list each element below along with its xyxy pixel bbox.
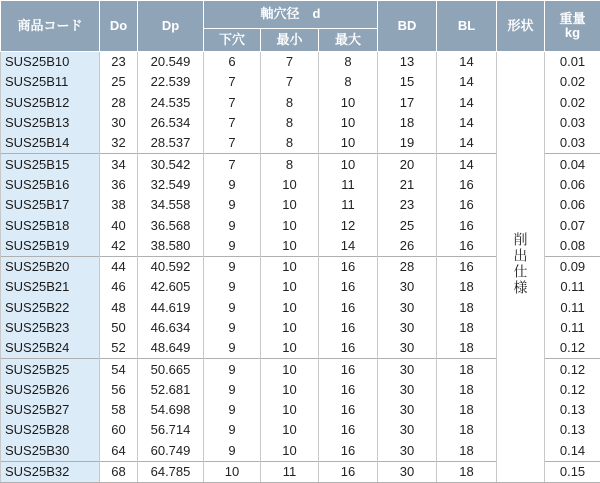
do-cell: 34 xyxy=(100,154,138,175)
bore-min-cell: 8 xyxy=(261,93,319,113)
bl-cell: 18 xyxy=(437,318,497,338)
product-code-cell: SUS25B18 xyxy=(1,215,100,235)
header-shape: 形状 xyxy=(497,1,545,52)
bd-cell: 21 xyxy=(378,175,437,195)
weight-cell: 0.03 xyxy=(545,113,600,133)
bore-lower-cell: 6 xyxy=(204,52,261,73)
header-bd: BD xyxy=(378,1,437,52)
bore-min-cell: 8 xyxy=(261,113,319,133)
dp-cell: 32.549 xyxy=(138,175,204,195)
table-row xyxy=(1,52,600,73)
dp-cell: 26.534 xyxy=(138,113,204,133)
bore-lower-cell: 9 xyxy=(204,318,261,338)
bl-cell: 18 xyxy=(437,441,497,462)
bl-cell: 18 xyxy=(437,461,497,482)
weight-cell: 0.06 xyxy=(545,175,600,195)
weight-cell: 0.14 xyxy=(545,441,600,462)
do-cell: 40 xyxy=(100,215,138,235)
product-code-cell: SUS25B32 xyxy=(1,461,100,482)
product-code-cell: SUS25B23 xyxy=(1,318,100,338)
do-cell: 58 xyxy=(100,400,138,420)
header-bore-lower: 下穴 xyxy=(204,29,261,52)
dp-cell: 48.649 xyxy=(138,338,204,359)
bd-cell: 17 xyxy=(378,93,437,113)
bore-max-cell: 16 xyxy=(319,298,378,318)
shape-value: 削出仕様 xyxy=(511,232,531,296)
header-do: Do xyxy=(100,1,138,52)
bore-min-cell: 10 xyxy=(261,420,319,440)
product-code-cell: SUS25B16 xyxy=(1,175,100,195)
do-cell: 30 xyxy=(100,113,138,133)
bore-min-cell: 10 xyxy=(261,380,319,400)
do-cell: 28 xyxy=(100,93,138,113)
weight-cell: 0.11 xyxy=(545,318,600,338)
bore-max-cell: 12 xyxy=(319,215,378,235)
bd-cell: 13 xyxy=(378,52,437,73)
bd-cell: 23 xyxy=(378,195,437,215)
bd-cell: 30 xyxy=(378,461,437,482)
bore-max-cell: 8 xyxy=(319,52,378,73)
bd-cell: 30 xyxy=(378,441,437,462)
dp-cell: 40.592 xyxy=(138,256,204,277)
product-code-cell: SUS25B19 xyxy=(1,236,100,257)
bore-min-cell: 10 xyxy=(261,359,319,380)
weight-cell: 0.02 xyxy=(545,93,600,113)
bore-lower-cell: 9 xyxy=(204,441,261,462)
dp-cell: 50.665 xyxy=(138,359,204,380)
header-bore-min: 最小 xyxy=(261,29,319,52)
bore-min-cell: 10 xyxy=(261,400,319,420)
header-weight-label: 重量 xyxy=(560,11,586,26)
bd-cell: 25 xyxy=(378,215,437,235)
bl-cell: 14 xyxy=(437,93,497,113)
product-code-cell: SUS25B14 xyxy=(1,133,100,154)
bore-min-cell: 10 xyxy=(261,318,319,338)
weight-cell: 0.02 xyxy=(545,72,600,92)
weight-cell: 0.06 xyxy=(545,195,600,215)
dp-cell: 30.542 xyxy=(138,154,204,175)
bd-cell: 19 xyxy=(378,133,437,154)
bore-lower-cell: 9 xyxy=(204,277,261,297)
dp-cell: 22.539 xyxy=(138,72,204,92)
bore-min-cell: 8 xyxy=(261,154,319,175)
bd-cell: 30 xyxy=(378,277,437,297)
bl-cell: 16 xyxy=(437,175,497,195)
bl-cell: 18 xyxy=(437,298,497,318)
product-code-cell: SUS25B13 xyxy=(1,113,100,133)
bore-lower-cell: 9 xyxy=(204,175,261,195)
dp-cell: 38.580 xyxy=(138,236,204,257)
bore-max-cell: 16 xyxy=(319,256,378,277)
bore-min-cell: 10 xyxy=(261,441,319,462)
bore-max-cell: 10 xyxy=(319,113,378,133)
product-code-cell: SUS25B25 xyxy=(1,359,100,380)
weight-cell: 0.15 xyxy=(545,461,600,482)
bore-lower-cell: 9 xyxy=(204,400,261,420)
dp-cell: 34.558 xyxy=(138,195,204,215)
bore-lower-cell: 7 xyxy=(204,133,261,154)
bl-cell: 18 xyxy=(437,359,497,380)
weight-cell: 0.12 xyxy=(545,380,600,400)
table-body xyxy=(1,52,600,483)
header-product-code: 商品コード xyxy=(1,1,100,52)
dp-cell: 24.535 xyxy=(138,93,204,113)
bl-cell: 18 xyxy=(437,380,497,400)
bd-cell: 30 xyxy=(378,400,437,420)
header-weight-unit: kg xyxy=(565,25,580,40)
bore-lower-cell: 7 xyxy=(204,154,261,175)
weight-cell: 0.01 xyxy=(545,52,600,73)
bd-cell: 30 xyxy=(378,298,437,318)
do-cell: 42 xyxy=(100,236,138,257)
bd-cell: 30 xyxy=(378,359,437,380)
bore-min-cell: 8 xyxy=(261,133,319,154)
table-header xyxy=(1,1,600,52)
bl-cell: 16 xyxy=(437,215,497,235)
weight-cell: 0.03 xyxy=(545,133,600,154)
do-cell: 38 xyxy=(100,195,138,215)
do-cell: 60 xyxy=(100,420,138,440)
weight-cell: 0.13 xyxy=(545,400,600,420)
weight-cell: 0.11 xyxy=(545,298,600,318)
dp-cell: 20.549 xyxy=(138,52,204,73)
do-cell: 48 xyxy=(100,298,138,318)
bore-lower-cell: 9 xyxy=(204,359,261,380)
bl-cell: 16 xyxy=(437,195,497,215)
do-cell: 54 xyxy=(100,359,138,380)
bl-cell: 14 xyxy=(437,154,497,175)
header-dp: Dp xyxy=(138,1,204,52)
bore-lower-cell: 9 xyxy=(204,380,261,400)
dp-cell: 36.568 xyxy=(138,215,204,235)
bore-lower-cell: 9 xyxy=(204,215,261,235)
bore-min-cell: 7 xyxy=(261,52,319,73)
bore-max-cell: 16 xyxy=(319,420,378,440)
product-code-cell: SUS25B15 xyxy=(1,154,100,175)
weight-cell: 0.08 xyxy=(545,236,600,257)
bl-cell: 16 xyxy=(437,256,497,277)
do-cell: 50 xyxy=(100,318,138,338)
bore-lower-cell: 10 xyxy=(204,461,261,482)
bore-min-cell: 7 xyxy=(261,72,319,92)
bore-max-cell: 11 xyxy=(319,175,378,195)
bl-cell: 18 xyxy=(437,400,497,420)
bl-cell: 18 xyxy=(437,338,497,359)
dp-cell: 54.698 xyxy=(138,400,204,420)
dp-cell: 52.681 xyxy=(138,380,204,400)
bd-cell: 26 xyxy=(378,236,437,257)
bore-min-cell: 10 xyxy=(261,338,319,359)
do-cell: 64 xyxy=(100,441,138,462)
weight-cell: 0.09 xyxy=(545,256,600,277)
product-code-cell: SUS25B20 xyxy=(1,256,100,277)
bore-min-cell: 10 xyxy=(261,256,319,277)
bore-max-cell: 16 xyxy=(319,461,378,482)
bore-lower-cell: 9 xyxy=(204,298,261,318)
bd-cell: 30 xyxy=(378,420,437,440)
bore-lower-cell: 9 xyxy=(204,195,261,215)
bore-min-cell: 11 xyxy=(261,461,319,482)
bore-lower-cell: 7 xyxy=(204,72,261,92)
bore-max-cell: 8 xyxy=(319,72,378,92)
header-bore-diameter: 軸穴径 d xyxy=(204,1,378,29)
dp-cell: 60.749 xyxy=(138,441,204,462)
header-bore-max: 最大 xyxy=(319,29,378,52)
do-cell: 23 xyxy=(100,52,138,73)
dp-cell: 56.714 xyxy=(138,420,204,440)
do-cell: 56 xyxy=(100,380,138,400)
product-code-cell: SUS25B11 xyxy=(1,72,100,92)
product-code-cell: SUS25B17 xyxy=(1,195,100,215)
bl-cell: 14 xyxy=(437,72,497,92)
bore-min-cell: 10 xyxy=(261,277,319,297)
weight-cell: 0.12 xyxy=(545,359,600,380)
shape-cell xyxy=(497,52,545,483)
header-bl: BL xyxy=(437,1,497,52)
do-cell: 68 xyxy=(100,461,138,482)
product-code-cell: SUS25B26 xyxy=(1,380,100,400)
do-cell: 44 xyxy=(100,256,138,277)
dp-cell: 64.785 xyxy=(138,461,204,482)
header-weight xyxy=(545,1,600,52)
do-cell: 46 xyxy=(100,277,138,297)
bore-min-cell: 10 xyxy=(261,195,319,215)
bore-max-cell: 10 xyxy=(319,133,378,154)
bore-max-cell: 16 xyxy=(319,441,378,462)
bore-min-cell: 10 xyxy=(261,298,319,318)
weight-cell: 0.07 xyxy=(545,215,600,235)
product-code-cell: SUS25B12 xyxy=(1,93,100,113)
bore-max-cell: 11 xyxy=(319,195,378,215)
bd-cell: 18 xyxy=(378,113,437,133)
bore-lower-cell: 9 xyxy=(204,420,261,440)
bd-cell: 15 xyxy=(378,72,437,92)
weight-cell: 0.13 xyxy=(545,420,600,440)
dp-cell: 42.605 xyxy=(138,277,204,297)
bore-max-cell: 16 xyxy=(319,277,378,297)
bore-lower-cell: 7 xyxy=(204,113,261,133)
bl-cell: 14 xyxy=(437,52,497,73)
bore-lower-cell: 9 xyxy=(204,236,261,257)
bd-cell: 30 xyxy=(378,380,437,400)
dp-cell: 44.619 xyxy=(138,298,204,318)
bd-cell: 30 xyxy=(378,318,437,338)
product-code-cell: SUS25B10 xyxy=(1,52,100,73)
product-code-cell: SUS25B28 xyxy=(1,420,100,440)
product-code-cell: SUS25B22 xyxy=(1,298,100,318)
weight-cell: 0.11 xyxy=(545,277,600,297)
bd-cell: 20 xyxy=(378,154,437,175)
bore-max-cell: 10 xyxy=(319,93,378,113)
dp-cell: 28.537 xyxy=(138,133,204,154)
bl-cell: 14 xyxy=(437,133,497,154)
bore-max-cell: 16 xyxy=(319,380,378,400)
bl-cell: 16 xyxy=(437,236,497,257)
bore-min-cell: 10 xyxy=(261,175,319,195)
bore-max-cell: 16 xyxy=(319,400,378,420)
weight-cell: 0.12 xyxy=(545,338,600,359)
do-cell: 52 xyxy=(100,338,138,359)
bore-max-cell: 14 xyxy=(319,236,378,257)
product-code-cell: SUS25B30 xyxy=(1,441,100,462)
bore-min-cell: 10 xyxy=(261,236,319,257)
product-code-cell: SUS25B24 xyxy=(1,338,100,359)
weight-cell: 0.04 xyxy=(545,154,600,175)
bl-cell: 18 xyxy=(437,420,497,440)
bore-min-cell: 10 xyxy=(261,215,319,235)
bl-cell: 18 xyxy=(437,277,497,297)
do-cell: 32 xyxy=(100,133,138,154)
product-code-cell: SUS25B21 xyxy=(1,277,100,297)
bd-cell: 30 xyxy=(378,338,437,359)
bl-cell: 14 xyxy=(437,113,497,133)
bore-lower-cell: 9 xyxy=(204,338,261,359)
do-cell: 25 xyxy=(100,72,138,92)
do-cell: 36 xyxy=(100,175,138,195)
bore-max-cell: 10 xyxy=(319,154,378,175)
bore-lower-cell: 9 xyxy=(204,256,261,277)
bore-max-cell: 16 xyxy=(319,338,378,359)
bore-max-cell: 16 xyxy=(319,318,378,338)
bore-lower-cell: 7 xyxy=(204,93,261,113)
bd-cell: 28 xyxy=(378,256,437,277)
bore-max-cell: 16 xyxy=(319,359,378,380)
product-code-cell: SUS25B27 xyxy=(1,400,100,420)
dp-cell: 46.634 xyxy=(138,318,204,338)
